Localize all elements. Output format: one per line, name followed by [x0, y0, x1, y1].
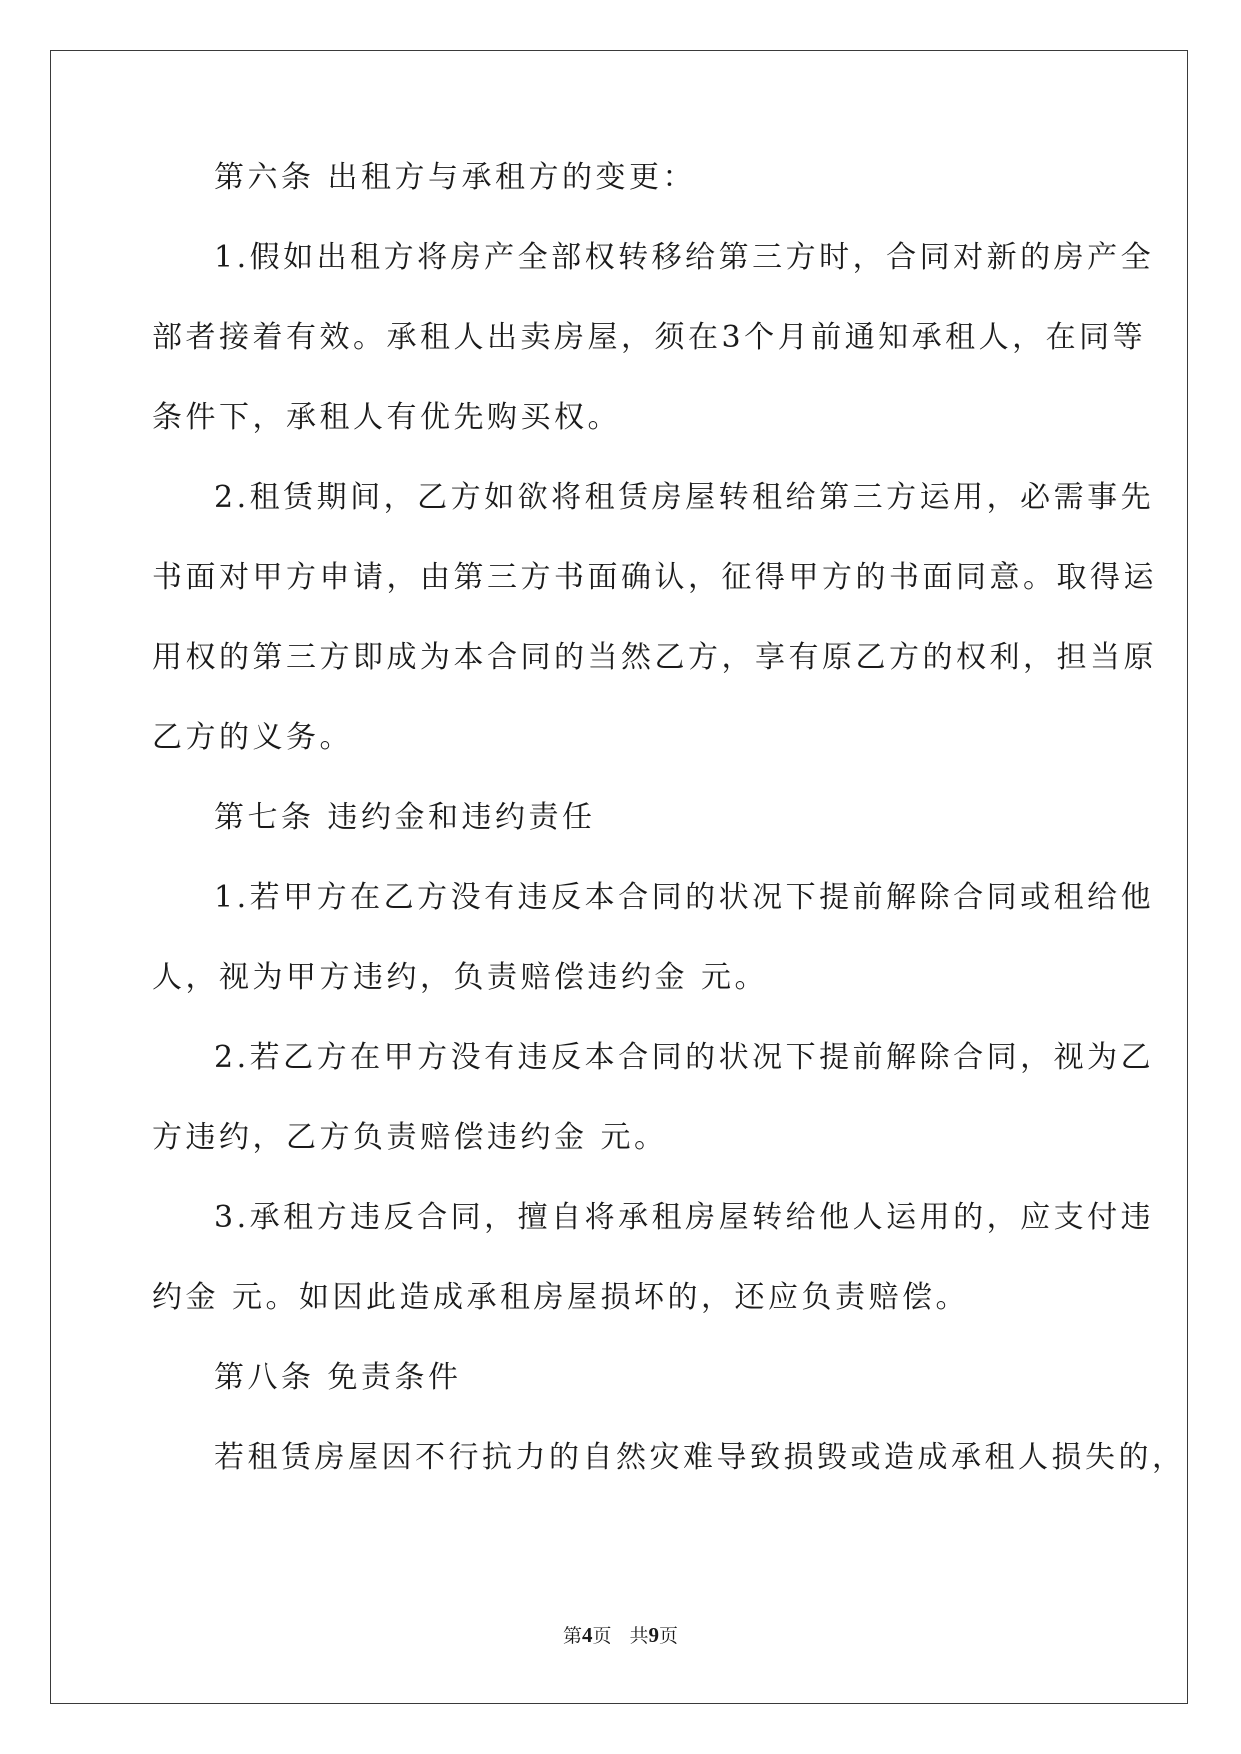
page-current-number: 4 [581, 1623, 593, 1647]
paragraph-line: 条件下，承租人有优先购买权。 [152, 400, 621, 435]
paragraph-line: 用权的第三方即成为本合同的当然乙方，享有原乙方的权利，担当原 [152, 640, 1157, 675]
paragraph-line: 乙方的义务。 [152, 720, 353, 755]
page-total-number: 9 [648, 1623, 660, 1647]
page-footer [0, 1622, 1241, 1649]
paragraph-line: 1.若甲方在乙方没有违反本合同的状况下提前解除合同或租给他 [214, 880, 1155, 915]
paragraph-line: 3.承租方违反合同，擅自将承租房屋转给他人运用的，应支付违 [214, 1200, 1155, 1235]
paragraph-line: 约金 元。如因此造成承租房屋损坏的，还应负责赔偿。 [152, 1280, 970, 1315]
paragraph-line: 书面对甲方申请，由第三方书面确认，征得甲方的书面同意。取得运 [152, 560, 1157, 595]
article-8-heading: 第八条 免责条件 [214, 1360, 462, 1395]
paragraph-line: 2.租赁期间，乙方如欲将租赁房屋转租给第三方运用，必需事先 [214, 480, 1155, 515]
paragraph-line: 1.假如出租方将房产全部权转移给第三方时，合同对新的房产全 [214, 240, 1155, 275]
total-prefix: 共 [629, 1625, 649, 1647]
paragraph-line: 人，视为甲方违约，负责赔偿违约金 元。 [152, 960, 769, 995]
article-6-heading: 第六条 出租方与承租方的变更： [214, 160, 697, 195]
paragraph-line: 部者接着有效。承租人出卖房屋，须在3个月前通知承租人，在同等 [152, 320, 1147, 355]
document-body [152, 158, 1186, 1518]
page-prefix: 第 [562, 1625, 582, 1647]
article-7-heading: 第七条 违约金和违约责任 [214, 800, 596, 835]
paragraph-line: 若租赁房屋因不行抗力的自然灾难导致损毁或造成承租人损失的， [214, 1440, 1186, 1475]
total-suffix: 页 [659, 1625, 679, 1647]
paragraph-line: 2.若乙方在甲方没有违反本合同的状况下提前解除合同，视为乙 [214, 1040, 1155, 1075]
page-suffix: 页 [592, 1625, 612, 1647]
paragraph-line: 方违约，乙方负责赔偿违约金 元。 [152, 1120, 668, 1155]
